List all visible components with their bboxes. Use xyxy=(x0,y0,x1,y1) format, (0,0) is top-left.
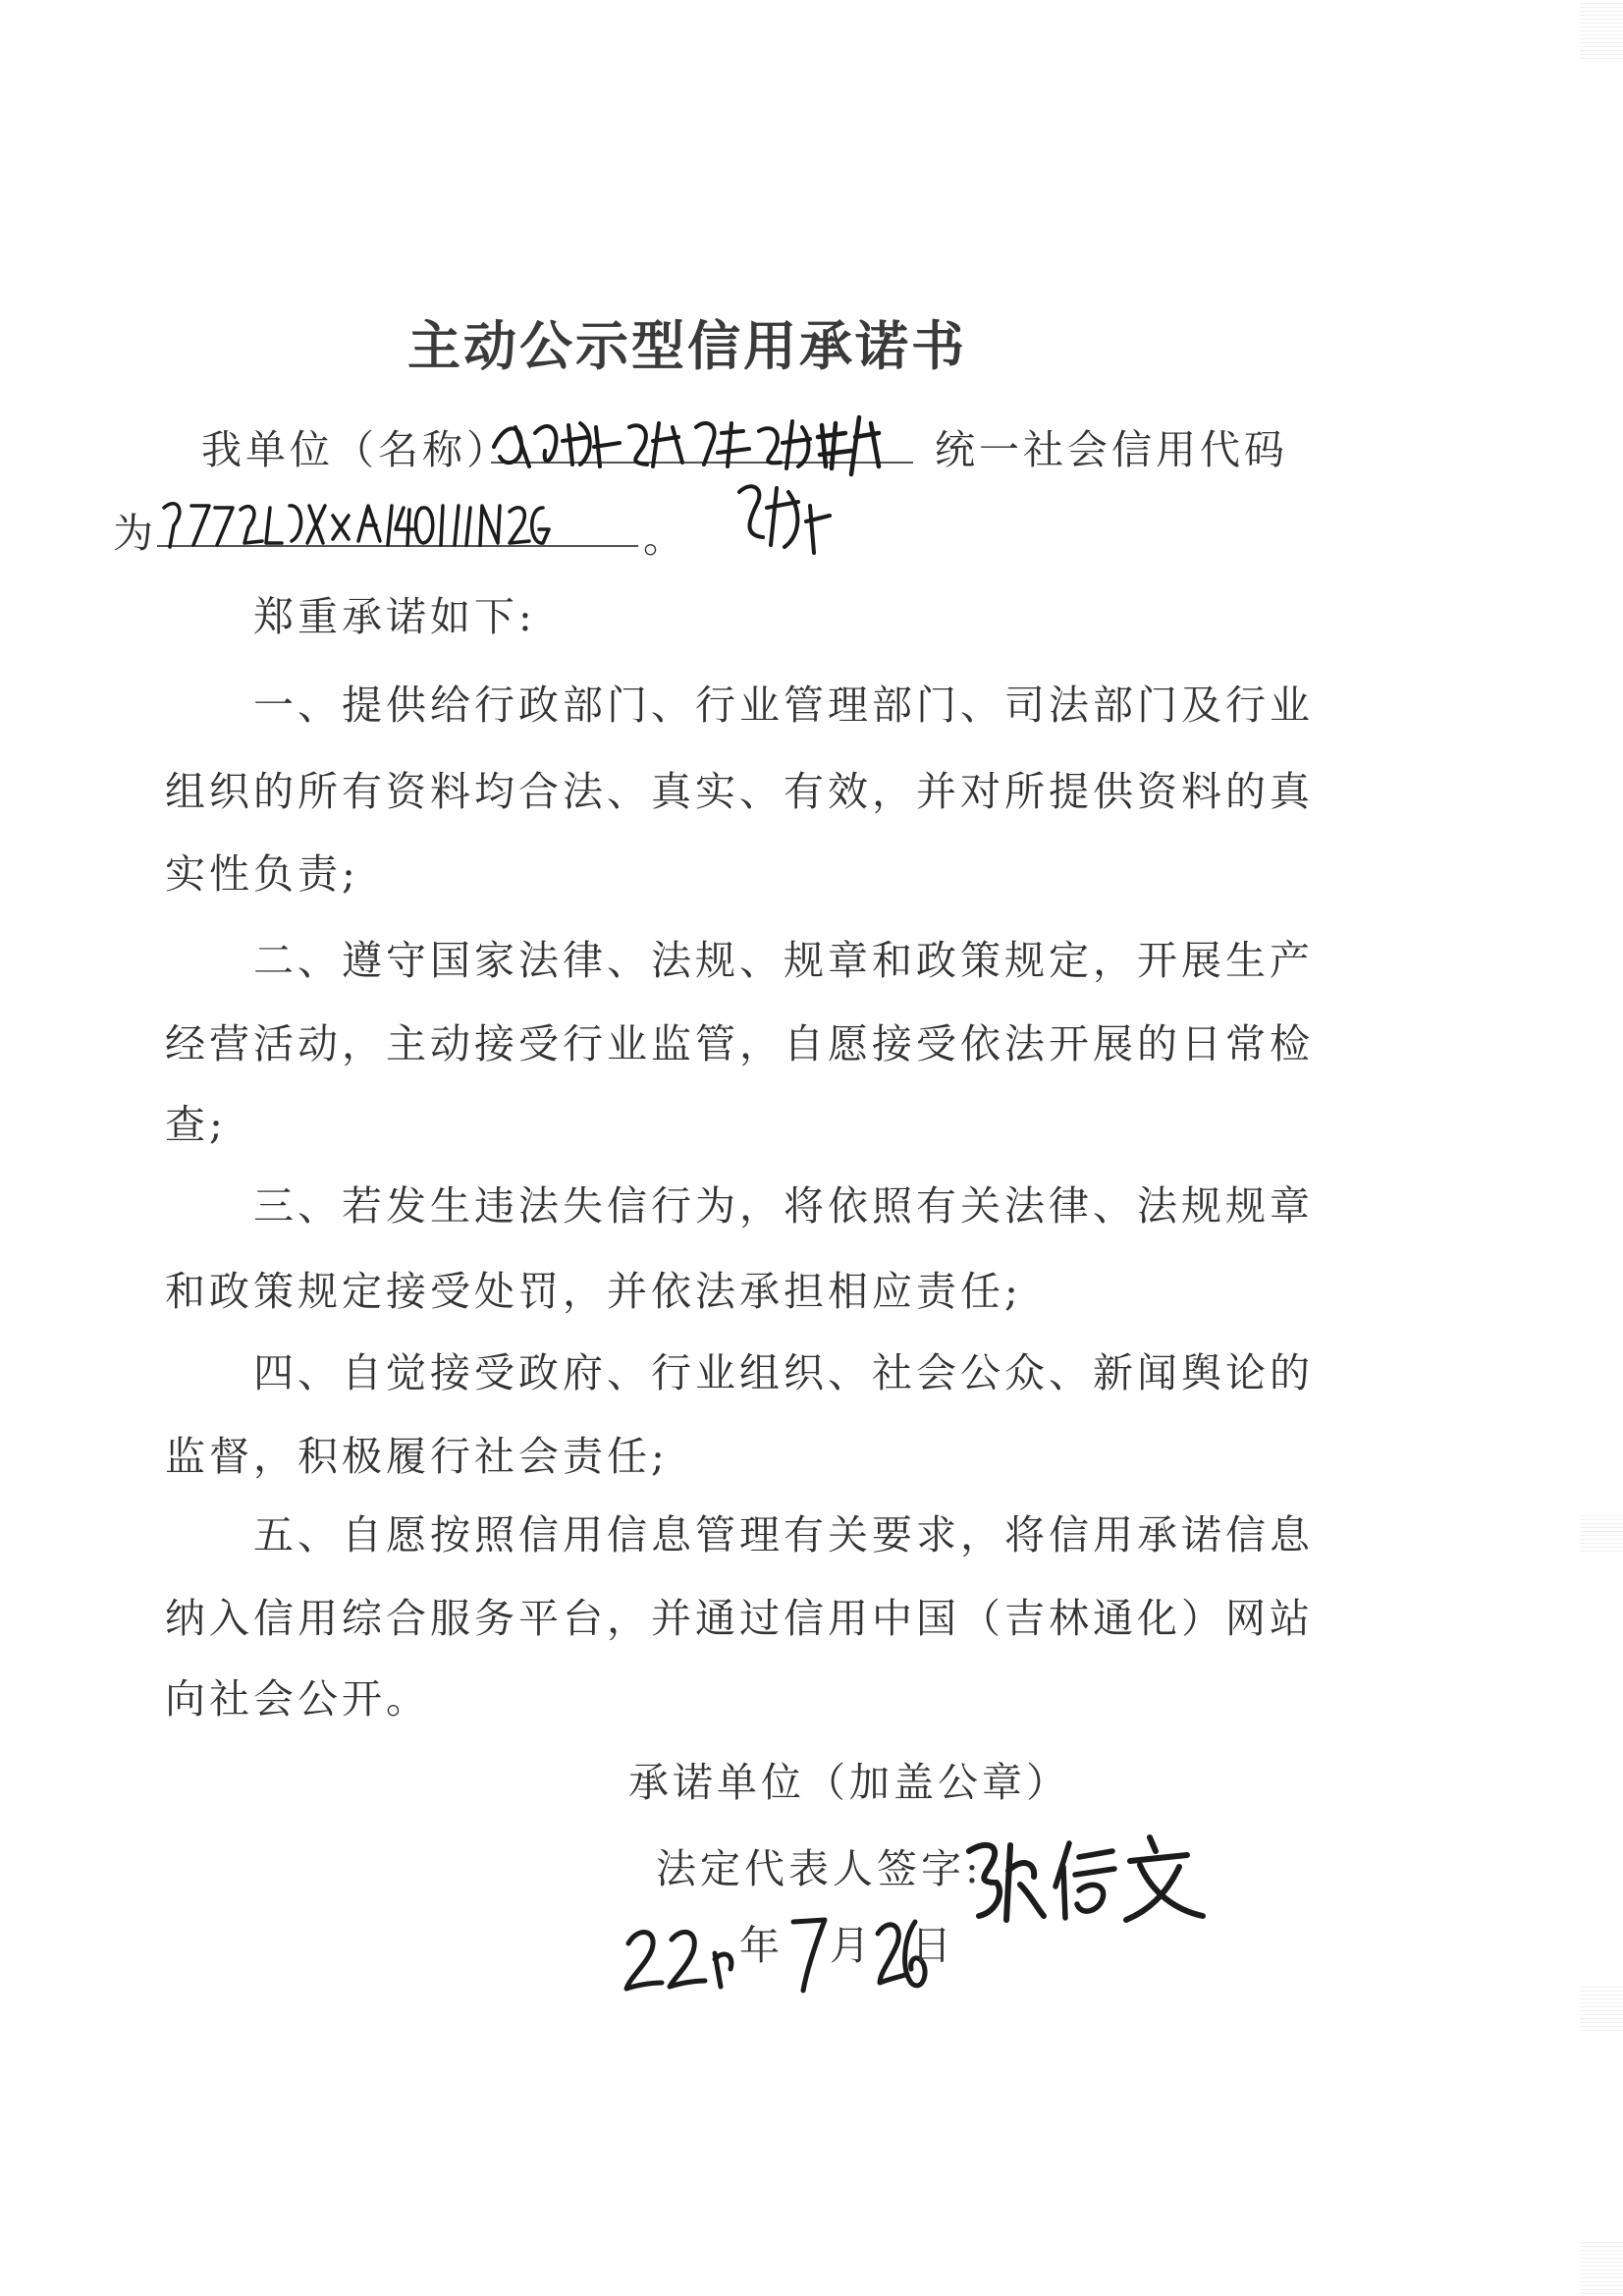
item-3-line-2: 和政策规定接受处罚，并依法承担相应责任; xyxy=(165,1268,1022,1315)
item-3-line-1: 三、若发生违法失信行为，将依照有关法律、法规规章 xyxy=(253,1182,1314,1230)
year-char: 年 xyxy=(739,1922,784,1969)
item-1-line-1: 一、提供给行政部门、行业管理部门、司法部门及行业 xyxy=(253,682,1314,729)
item-5-line-3: 向社会公开。 xyxy=(165,1675,430,1722)
item-2-line-2: 经营活动，主动接受行业监管，自愿接受依法开展的日常检 xyxy=(165,1020,1314,1067)
scan-edge-artifact xyxy=(1580,2239,1623,2296)
day-char: 日 xyxy=(911,1922,955,1969)
document-title: 主动公示型信用承诺书 xyxy=(407,314,967,377)
item-5-line-2: 纳入信用综合服务平台，并通过信用中国（吉林通化）网站 xyxy=(165,1595,1314,1642)
item-1-line-2: 组织的所有资料均合法、真实、有效，并对所提供资料的真 xyxy=(165,768,1314,815)
scan-edge-artifact xyxy=(1580,0,1623,59)
solemn-statement: 郑重承诺如下: xyxy=(253,593,536,640)
item-4-line-1: 四、自觉接受政府、行业组织、社会公众、新闻舆论的 xyxy=(253,1349,1314,1396)
item-5-line-1: 五、自愿按照信用信息管理有关要求，将信用承诺信息 xyxy=(253,1511,1314,1558)
legal-representative-label: 法定代表人签字: xyxy=(656,1845,983,1892)
scan-edge-artifact xyxy=(1580,1512,1623,1552)
item-2-line-1: 二、遵守国家法律、法规、规章和政策规定，开展生产 xyxy=(253,937,1314,984)
scan-edge-artifact xyxy=(1580,1984,1623,2033)
unit-name-label: 我单位（名称） xyxy=(201,426,511,473)
code-suffix: 。 xyxy=(643,515,687,562)
item-2-line-3: 查; xyxy=(165,1101,227,1148)
handwritten-year xyxy=(619,1900,746,1998)
code-prefix: 为 xyxy=(113,510,157,557)
credit-code-label: 统一社会信用代码 xyxy=(935,426,1288,473)
item-4-line-2: 监督，积极履行社会责任; xyxy=(165,1433,669,1480)
item-1-line-3: 实性负责; xyxy=(165,850,359,898)
handwritten-month xyxy=(785,1900,835,1998)
commitment-unit-seal-label: 承诺单位（加盖公章） xyxy=(628,1759,1070,1806)
month-char: 月 xyxy=(830,1922,874,1969)
handwritten-signature xyxy=(957,1822,1222,1930)
handwritten-credit-code xyxy=(152,486,584,565)
